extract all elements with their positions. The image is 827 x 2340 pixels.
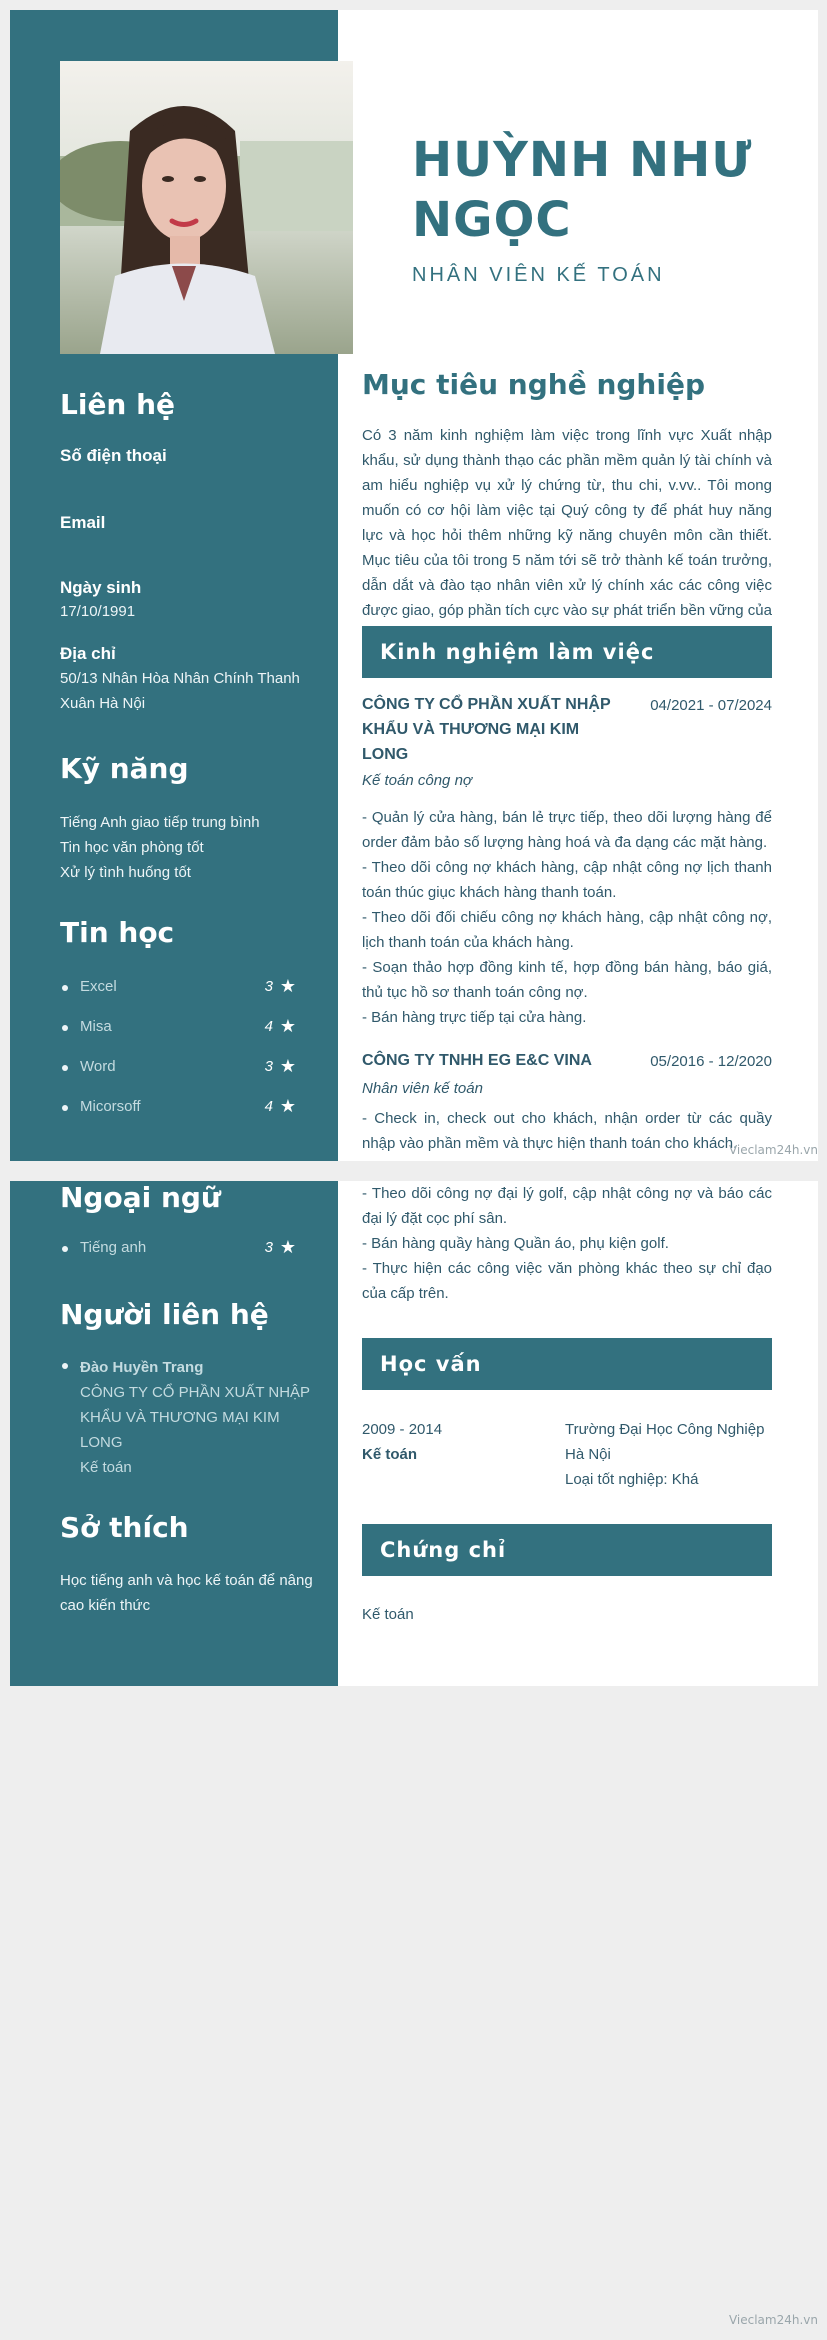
education-grade: Loại tốt nghiệp: Khá (565, 1471, 699, 1488)
education-heading (362, 1338, 772, 1390)
language-item-name: Tiếng anh (80, 1239, 147, 1256)
computing-heading: Tin học (60, 916, 175, 949)
job-detail: - Check in, check out cho khách, nhận order từ các quầy nhập vào phần mềm và thực hiện thanh toán cho khách. (362, 1110, 772, 1152)
job-company: CÔNG TY CỔ PHẦN XUẤT NHẬP KHẨU VÀ THƯƠNG MẠI KIM LONG (362, 696, 611, 763)
job-title: NHÂN VIÊN KẾ TOÁN (412, 264, 665, 286)
name-line-2: NGỌC (412, 192, 572, 248)
job-detail: - Bán hàng trực tiếp tại cửa hàng. (362, 1009, 587, 1026)
computing-item-level: 4 (264, 1098, 273, 1115)
phone-label: Số điện thoại (60, 446, 167, 465)
address-value: 50/13 Nhân Hòa Nhân Chính Thanh Xuân Hà Nội (60, 670, 300, 712)
job-dates: 05/2016 - 12/2020 (650, 1053, 772, 1070)
bullet-icon (62, 1065, 68, 1071)
skill-item: Tin học văn phòng tốt (60, 839, 204, 856)
job-detail: - Quản lý cửa hàng, bán lẻ trực tiếp, theo dõi lượng hàng để order đảm bảo số lượng hàng hoá và đa dạng các mặt hàng. (362, 809, 772, 851)
candidate-name (412, 130, 792, 250)
star-icon: ★ (279, 1016, 296, 1036)
birthday-value: 17/10/1991 (60, 603, 136, 620)
education-school: Trường Đại Học Công Nghiệp Hà Nội (565, 1421, 765, 1463)
certificates-text: Kế toán (362, 1606, 414, 1623)
computing-item-name: Excel (80, 978, 117, 995)
skill-item: Tiếng Anh giao tiếp trung bình (60, 814, 260, 831)
job-detail: - Bán hàng quầy hàng Quần áo, phụ kiện golf. (362, 1235, 669, 1252)
star-icon: ★ (279, 1056, 296, 1076)
computing-item-level: 3 (264, 978, 273, 995)
profile-photo (60, 61, 353, 354)
job-company: CÔNG TY TNHH EG E&C VINA (362, 1052, 592, 1069)
experience-heading (362, 626, 772, 678)
skills-heading: Kỹ năng (60, 752, 189, 785)
reference-company: CÔNG TY CỔ PHẦN XUẤT NHẬP KHẨU VÀ THƯƠNG MẠI KIM LONG (80, 1384, 310, 1451)
star-icon: ★ (279, 1237, 296, 1257)
certificates-heading-text: Chứng chỉ (380, 1538, 507, 1562)
certificates-heading (362, 1524, 772, 1576)
education-major: Kế toán (362, 1446, 418, 1463)
skill-item: Xử lý tình huống tốt (60, 864, 191, 881)
computing-item (60, 1016, 320, 1040)
star-icon: ★ (279, 1096, 296, 1116)
bullet-icon (62, 985, 68, 991)
language-item (60, 1237, 320, 1261)
objective-text: Có 3 năm kinh nghiệm làm việc trong lĩnh vực Xuất nhập khẩu, sử dụng thành thạo các phần mềm quản lý tài chính và am hiểu nghiệp vụ xử lý chứng từ, thu chi, v.vv.. Tôi mong muốn có cơ hội làm việc tại Quý công ty để phát huy năng lực và học hỏi thêm những kỹ năng chuyên môn cần thiết. Mục tiêu của tôi trong 5 năm tới sẽ trở thành kế toán trưởng, dẫn dắt và đào tạo nhân viên xử lý chính xác các công việc được giao, góp phần tích cực vào sự phát triển bền vững của (362, 427, 772, 619)
computing-item (60, 1056, 320, 1080)
computing-item-name: Micorsoff (80, 1098, 141, 1115)
experience-heading-text: Kinh nghiệm làm việc (380, 640, 655, 664)
address-label: Địa chỉ (60, 644, 116, 663)
email-label: Email (60, 513, 106, 532)
computing-item (60, 976, 320, 1000)
job-detail: - Theo dõi đối chiếu công nợ khách hàng, cập nhật công nợ, lịch thanh toán của khách hàng. (362, 909, 772, 951)
watermark: Vieclam24h.vn (728, 1143, 818, 1157)
job-role: Nhân viên kế toán (362, 1080, 483, 1097)
job-role: Kế toán công nợ (362, 772, 472, 789)
job-dates: 04/2021 - 07/2024 (650, 697, 772, 714)
bullet-icon (62, 1105, 68, 1111)
computing-item-name: Misa (80, 1018, 112, 1035)
hobbies-text: Học tiếng anh và học kế toán để nâng cao kiến thức (60, 1572, 313, 1614)
education-heading-text: Học vấn (380, 1352, 482, 1376)
education-years: 2009 - 2014 (362, 1421, 443, 1438)
language-item-level: 3 (264, 1239, 273, 1256)
bullet-icon (62, 1363, 68, 1369)
name-line-1: HUỲNH NHƯ (412, 132, 753, 188)
hobbies-heading: Sở thích (60, 1511, 189, 1544)
watermark: Vieclam24h.vn (728, 2313, 818, 2327)
job-detail: - Theo dõi công nợ đại lý golf, cập nhật công nợ và báo các đại lý đặt cọc phí sân. (362, 1185, 772, 1227)
computing-item-name: Word (80, 1058, 116, 1075)
computing-item-level: 4 (264, 1018, 273, 1035)
job-detail: - Thực hiện các công việc văn phòng khác theo sự chỉ đạo của cấp trên. (362, 1260, 772, 1302)
cv-page-2 (10, 1181, 818, 1686)
objective-heading: Mục tiêu nghề nghiệp (362, 368, 705, 401)
computing-item (60, 1096, 320, 1120)
computing-item-level: 3 (264, 1058, 273, 1075)
bullet-icon (62, 1025, 68, 1031)
job-detail: - Theo dõi công nợ khách hàng, cập nhật công nợ lịch thanh toán thúc giục khách hàng thanh toán. (362, 859, 772, 901)
contact-heading: Liên hệ (60, 388, 176, 421)
reference-name: Đào Huyền Trang (80, 1359, 204, 1376)
reference-role: Kế toán (80, 1459, 132, 1476)
references-heading: Người liên hệ (60, 1298, 269, 1331)
star-icon: ★ (279, 976, 296, 996)
job-detail: - Soạn thảo hợp đồng kinh tế, hợp đồng bán hàng, báo giá, thủ tục hồ sơ thanh toán công nợ. (362, 959, 772, 1001)
bullet-icon (62, 1246, 68, 1252)
cv-page-1 (10, 10, 818, 1161)
birthday-label: Ngày sinh (60, 578, 142, 597)
languages-heading: Ngoại ngữ (60, 1181, 221, 1214)
